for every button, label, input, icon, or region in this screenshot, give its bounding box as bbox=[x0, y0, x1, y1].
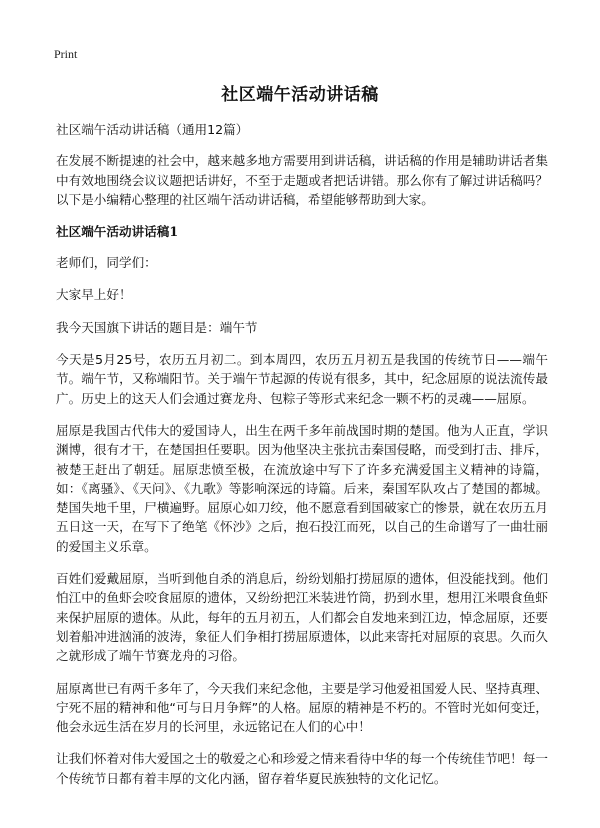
body-paragraph-3: 百姓们爱戴屈原，当听到他自杀的消息后，纷纷划船打捞屈原的遗体，但没能找到。他们怕江中的鱼虾会咬食屈原的遗体，又纷纷把江米装进竹筒，扔到水里，想用江米喂食鱼虾来保护屈原的遗体。从此，每年的五月初五，人们都会自发地来到江边，悼念屈原，还要划着船冲进汹涌的波涛，象征人们争相打捞屈原遗体，以此来寄托对屈原的哀思。久而久之就形成了端午节赛龙舟的习俗。 bbox=[56, 571, 548, 664]
body-paragraph-1: 今天是5月25号，农历五月初二。到本周四，农历五月初五是我国的传统节日——端午节。端午节，又称端阳节。关于端午节起源的传说有很多，其中，纪念屈原的说法流传最广。历史上的这天人们会通过赛龙舟、包粽子等形式来纪念一颗不朽的灵魂——屈原。 bbox=[56, 352, 548, 406]
document-body bbox=[56, 120, 548, 801]
document-title: 社区端午活动讲话稿 bbox=[221, 85, 379, 105]
body-paragraph-5: 让我们怀着对伟大爱国之士的敬爱之心和珍爱之情来看待中华的每一个传统佳节吧！每一个传统节日都有着丰厚的文化内涵，留存着华夏民族独特的文化记忆。 bbox=[56, 751, 548, 786]
section-heading: 社区端午活动讲话稿1 bbox=[56, 224, 179, 240]
document-subtitle: 社区端午活动讲话稿（通用12篇） bbox=[56, 122, 249, 137]
morning-paragraph: 大家早上好！ bbox=[56, 287, 132, 303]
topic-paragraph: 我今天国旗下讲话的题目是：端午节 bbox=[56, 319, 258, 335]
body-paragraph-4: 屈原离世已有两千多年了，今天我们来纪念他，主要是学习他爱祖国爱人民、坚持真理、宁死不屈的精神和他“可与日月争辉”的人格。屈原的精神是不朽的。不管时光如何变迁，他会永远生活在岁月的长河里，永远铭记在人们的心中！ bbox=[56, 680, 548, 735]
intro-paragraph: 在发展不断提速的社会中，越来越多地方需要用到讲话稿，讲话稿的作用是辅助讲话者集中有效地围绕会议议题把话讲好，不至于走题或者把话讲错。那么你有了解过讲话稿吗？以下是小编精心整理的社区端午活动讲话稿，希望能够帮助到大家。 bbox=[56, 153, 548, 207]
greeting-paragraph: 老师们，同学们： bbox=[56, 255, 157, 271]
print-link[interactable]: Print bbox=[54, 47, 78, 61]
body-paragraph-2: 屈原是我国古代伟大的爱国诗人，出生在两千多年前战国时期的楚国。他为人正直，学识渊博，很有才干，在楚国担任要职。因为他坚决主张抗击秦国侵略，而受到打击、排斥，被楚王赶出了朝廷。屈原悲愤至极，在流放途中写下了许多充满爱国主义精神的诗篇，如：《离骚》、《天问》、《九歌》等影响深远的诗篇。后来，秦国军队攻占了楚国的都城。楚国失地千里，尸横遍野。屈原心如刀绞，他不愿意看到国破家亡的惨景，就在农历五月五日这一天，在写下了绝笔《怀沙》之后，抱石投江而死，以自己的生命谱写了一曲壮丽的爱国主义乐章。 bbox=[56, 422, 548, 554]
